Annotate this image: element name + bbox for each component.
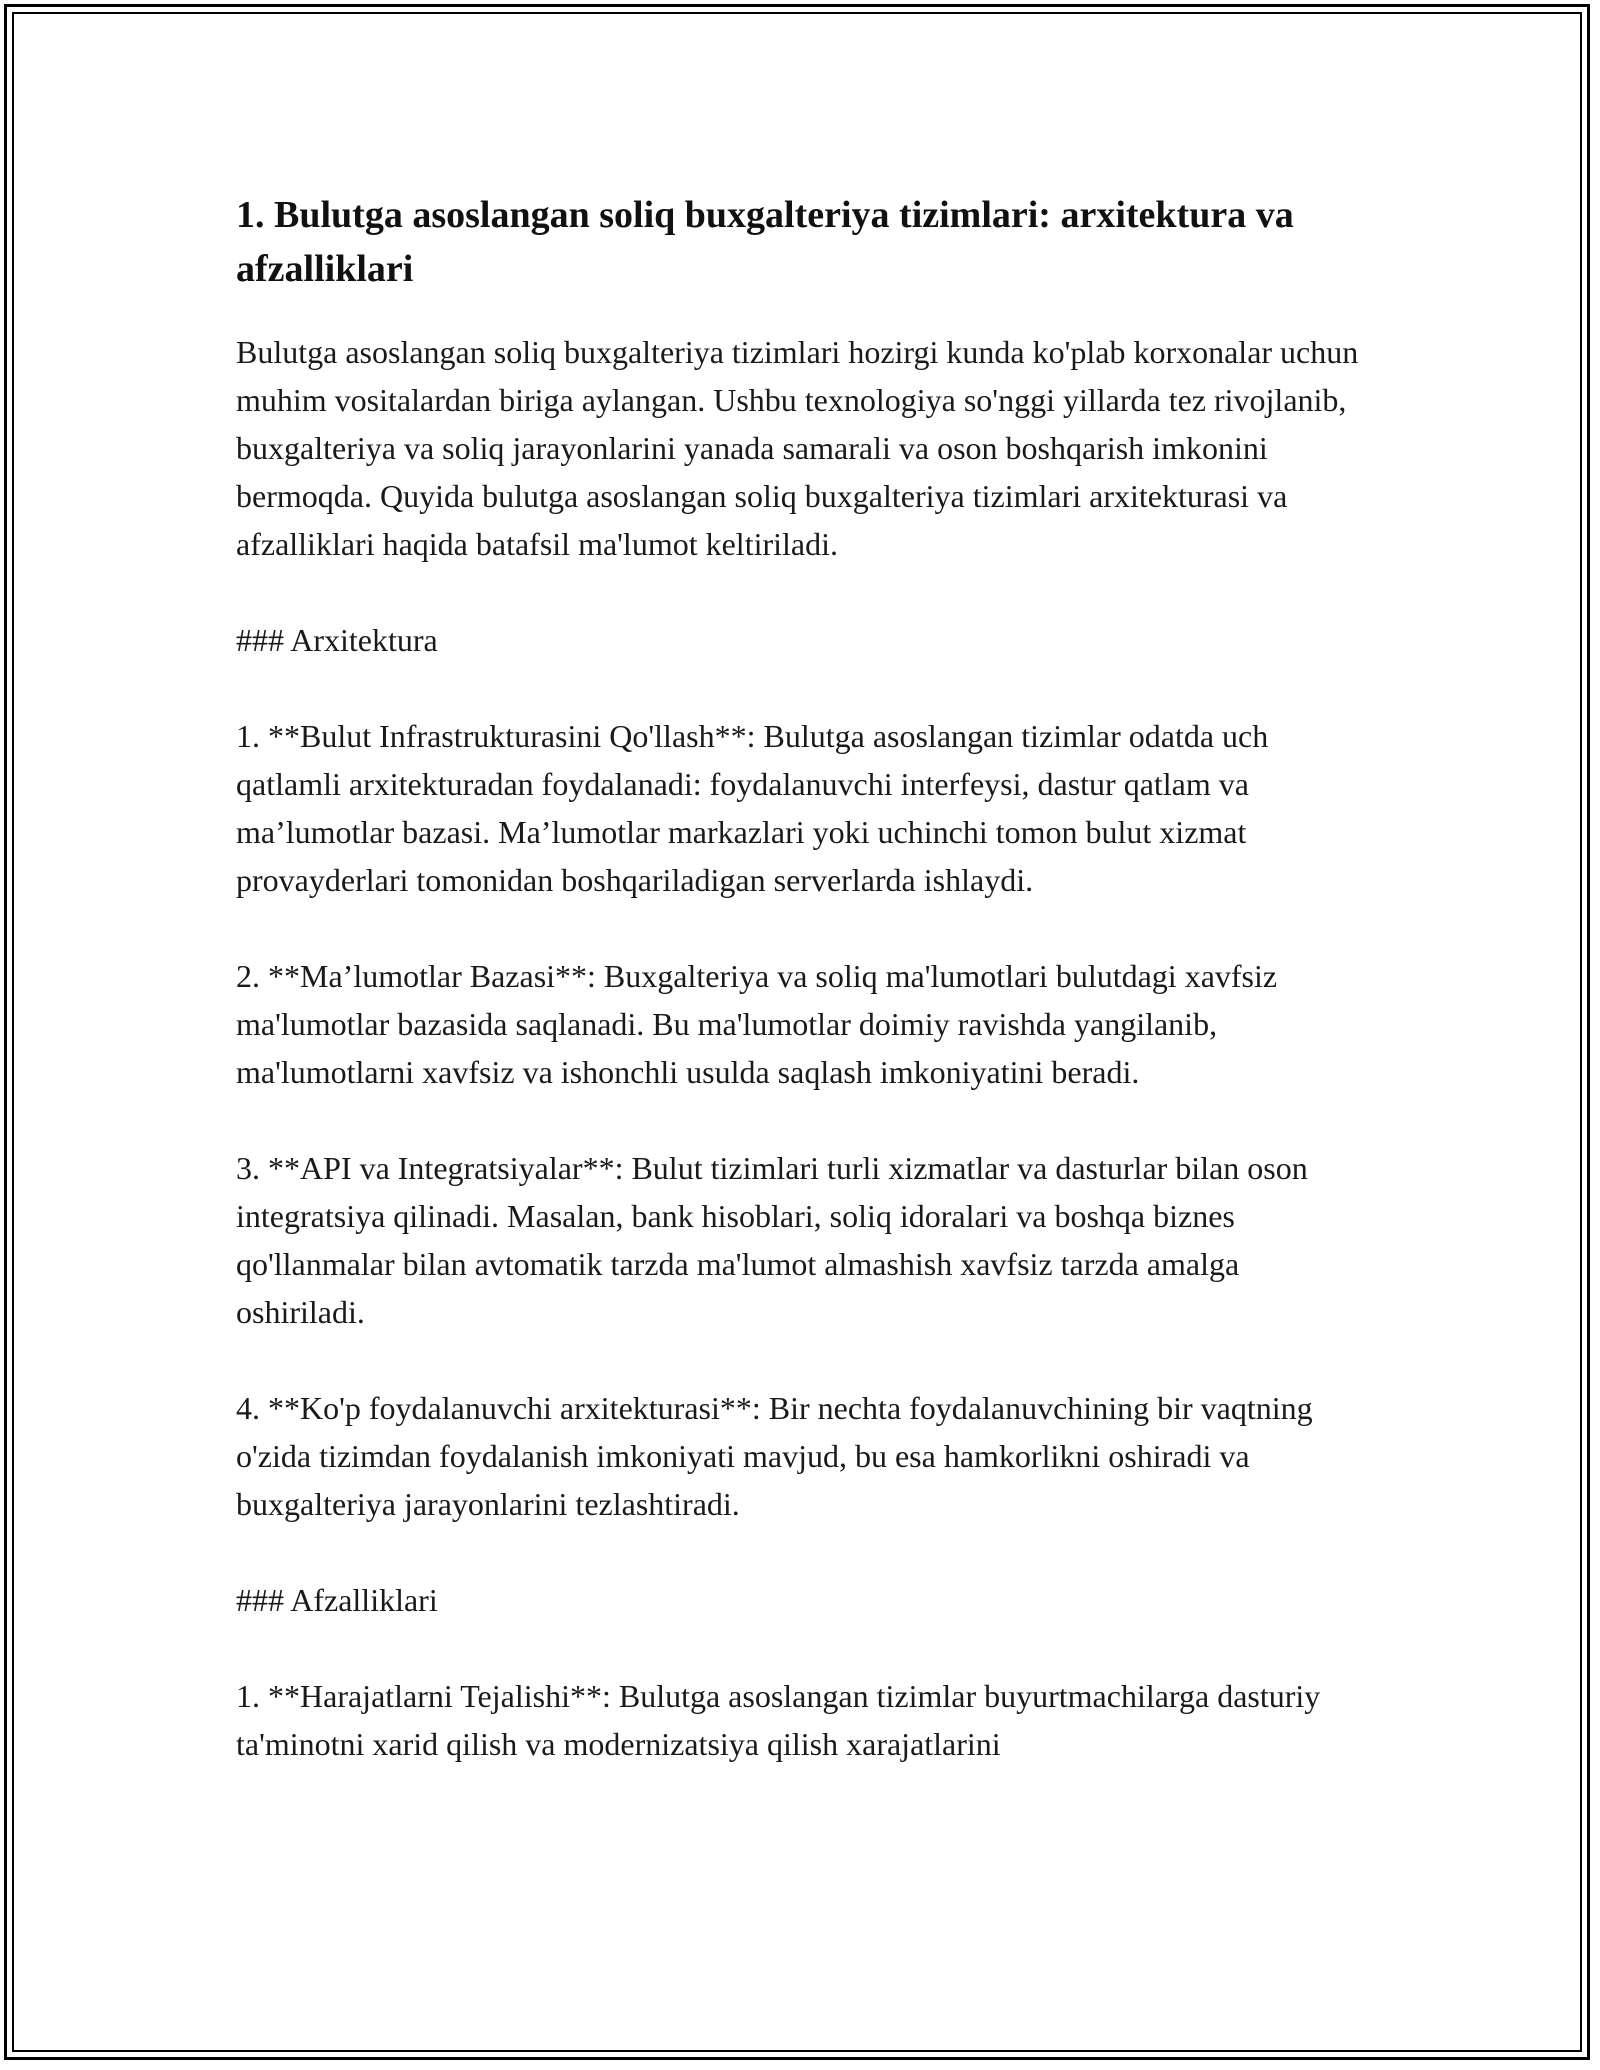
document-body bbox=[236, 188, 1376, 1816]
list-item-kop-foydalanuvchi: 4. **Ko'p foydalanuvchi arxitekturasi**: Bir nechta foydalanuvchining bir vaqtning o'zida tizimdan foydalanish imkoniyati mavjud, bu esa hamkorlikni oshiradi va buxgalteriya jarayonlarini tezlashtiradi. bbox=[236, 1390, 1313, 1522]
intro-paragraph: Bulutga asoslangan soliq buxgalteriya tizimlari hozirgi kunda ko'plab korxonalar uchun muhim vositalardan biriga aylangan. Ushbu texnologiya so'nggi yillarda tez rivojlanib, buxgalteriya va soliq jarayonlarini yanada samarali va oson boshqarish imkonini bermoqda. Quyida bulutga asoslangan soliq buxgalteriya tizimlari arxitekturasi va afzalliklari haqida batafsil ma'lumot keltiriladi. bbox=[236, 334, 1359, 562]
section-heading-arxitektura: ### Arxitektura bbox=[236, 622, 438, 658]
list-item-api-integratsiyalar: 3. **API va Integratsiyalar**: Bulut tizimlari turli xizmatlar va dasturlar bilan oson integratsiya qilinadi. Masalan, bank hisoblari, soliq idoralari va boshqa biznes qo'llanmalar bilan avtomatik tarzda ma'lumot almashish xavfsiz tarzda amalga oshiriladi. bbox=[236, 1150, 1308, 1330]
document-title: 1. Bulutga asoslangan soliq buxgalteriya tizimlari: arxitektura va afzalliklari bbox=[236, 194, 1294, 290]
list-item-bulut-infrastrukturasi: 1. **Bulut Infrastrukturasini Qo'llash**: Bulutga asoslangan tizimlar odatda uch qatlamli arxitekturadan foydalanadi: foydalanuvchi interfeysi, dastur qatlam va ma’lumotlar bazasi. Ma’lumotlar markazlari yoki uchinchi tomon bulut xizmat provayderlari tomonidan boshqariladigan serverlarda ishlaydi. bbox=[236, 718, 1269, 898]
section-heading-afzalliklari: ### Afzalliklari bbox=[236, 1582, 438, 1618]
list-item-malumotlar-bazasi: 2. **Ma’lumotlar Bazasi**: Buxgalteriya va soliq ma'lumotlari bulutdagi xavfsiz ma'lumotlar bazasida saqlanadi. Bu ma'lumotlar doimiy ravishda yangilanib, ma'lumotlarni xavfsiz va ishonchli usulda saqlash imkoniyatini beradi. bbox=[236, 958, 1278, 1090]
list-item-harajatlarni-tejalishi: 1. **Harajatlarni Tejalishi**: Bulutga asoslangan tizimlar buyurtmachilarga dasturiy ta'minotni xarid qilish va modernizatsiya qilish xarajatlarini bbox=[236, 1678, 1321, 1762]
